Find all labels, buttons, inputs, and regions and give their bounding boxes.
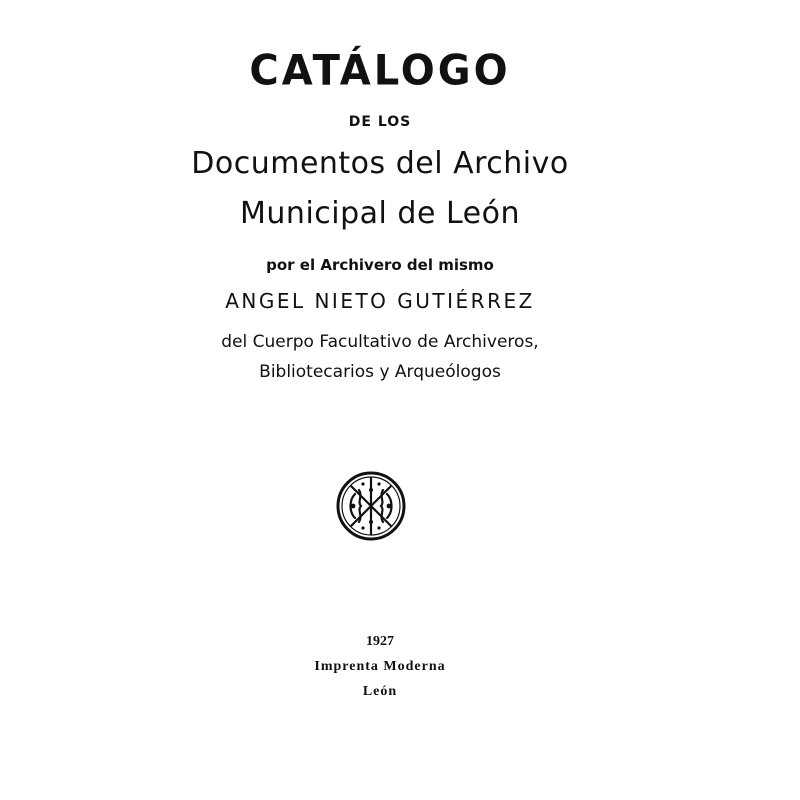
affiliation-line-2: Bibliotecarios y Arqueólogos xyxy=(259,362,501,382)
book-title: CATÁLOGO xyxy=(249,46,511,96)
subtitle-line-1: Documentos del Archivo xyxy=(191,146,569,181)
subtitle-line-2: Municipal de León xyxy=(240,196,520,231)
affiliation-line-1: del Cuerpo Facultativo de Archiveros, xyxy=(221,332,539,352)
imprint-city: León xyxy=(362,684,398,699)
subtitle-connector: DE LOS xyxy=(348,114,412,130)
byline: por el Archivero del mismo xyxy=(266,256,494,274)
imprint-printer: Imprenta Moderna xyxy=(314,659,446,674)
printer-device-emblem-icon xyxy=(335,470,407,542)
author-name: ANGEL NIETO GUTIÉRREZ xyxy=(225,289,535,313)
imprint-year: 1927 xyxy=(366,634,394,649)
